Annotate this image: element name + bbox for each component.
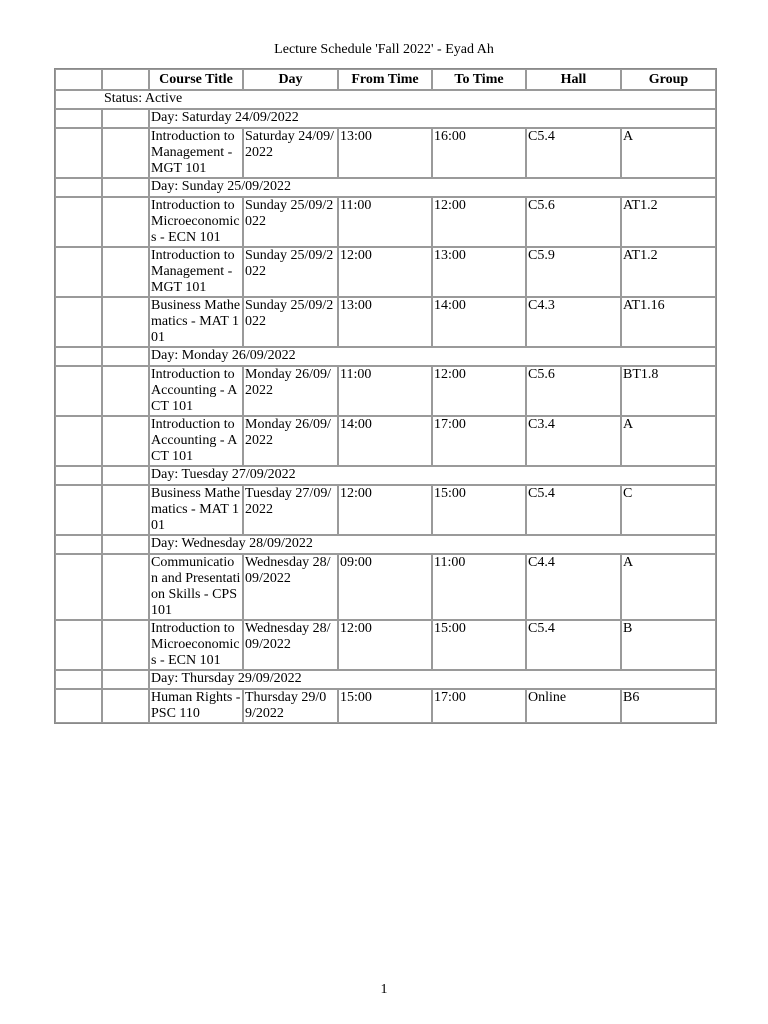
day-group-row xyxy=(55,670,716,689)
table-row xyxy=(55,620,716,670)
group-cell: A xyxy=(621,416,716,466)
day-group-label: Day: Wednesday 28/09/2022 xyxy=(149,535,716,554)
to-time-cell: 17:00 xyxy=(432,689,526,723)
row-indent xyxy=(55,689,102,723)
header-group: Group xyxy=(621,69,716,90)
day-group-label: Day: Saturday 24/09/2022 xyxy=(149,109,716,128)
group-cell: AT1.2 xyxy=(621,247,716,297)
day-group-row xyxy=(55,347,716,366)
row-indent xyxy=(55,366,102,416)
hall-cell: C5.4 xyxy=(526,620,621,670)
day-cell: Wednesday 28/09/2022 xyxy=(243,554,338,620)
day-cell: Thursday 29/09/2022 xyxy=(243,689,338,723)
table-row xyxy=(55,689,716,723)
day-group-row xyxy=(55,466,716,485)
group-indent xyxy=(102,347,149,366)
course-title-cell: Introduction to Accounting - ACT 101 xyxy=(149,366,243,416)
group-cell: A xyxy=(621,554,716,620)
row-indent xyxy=(55,554,102,620)
group-cell: AT1.2 xyxy=(621,197,716,247)
day-group-label: Day: Thursday 29/09/2022 xyxy=(149,670,716,689)
header-to-time: To Time xyxy=(432,69,526,90)
day-group-label: Day: Sunday 25/09/2022 xyxy=(149,178,716,197)
row-indent xyxy=(102,297,149,347)
row-indent xyxy=(55,247,102,297)
group-cell: B xyxy=(621,620,716,670)
row-indent xyxy=(55,620,102,670)
from-time-cell: 12:00 xyxy=(338,485,432,535)
status-label: Status: Active xyxy=(55,90,716,109)
day-group-row xyxy=(55,535,716,554)
to-time-cell: 11:00 xyxy=(432,554,526,620)
table-row xyxy=(55,416,716,466)
day-cell: Monday 26/09/2022 xyxy=(243,416,338,466)
row-indent xyxy=(55,485,102,535)
schedule-body xyxy=(55,90,716,723)
group-cell: BT1.8 xyxy=(621,366,716,416)
day-cell: Tuesday 27/09/2022 xyxy=(243,485,338,535)
row-indent xyxy=(102,128,149,178)
header-cell-blank-1 xyxy=(55,69,102,90)
schedule-table xyxy=(54,68,717,724)
row-indent xyxy=(55,128,102,178)
table-row xyxy=(55,554,716,620)
row-indent xyxy=(102,366,149,416)
day-group-row xyxy=(55,178,716,197)
course-title-cell: Introduction to Microeconomics - ECN 101 xyxy=(149,620,243,670)
group-indent xyxy=(102,466,149,485)
day-group-label: Day: Tuesday 27/09/2022 xyxy=(149,466,716,485)
course-title-cell: Introduction to Management - MGT 101 xyxy=(149,128,243,178)
group-indent xyxy=(55,178,102,197)
group-indent xyxy=(55,109,102,128)
from-time-cell: 09:00 xyxy=(338,554,432,620)
from-time-cell: 11:00 xyxy=(338,366,432,416)
row-indent xyxy=(102,197,149,247)
day-cell: Sunday 25/09/2022 xyxy=(243,297,338,347)
day-cell: Sunday 25/09/2022 xyxy=(243,197,338,247)
from-time-cell: 12:00 xyxy=(338,620,432,670)
to-time-cell: 12:00 xyxy=(432,197,526,247)
row-indent xyxy=(102,554,149,620)
group-indent xyxy=(55,347,102,366)
table-row xyxy=(55,485,716,535)
from-time-cell: 12:00 xyxy=(338,247,432,297)
row-indent xyxy=(102,689,149,723)
from-time-cell: 14:00 xyxy=(338,416,432,466)
group-cell: A xyxy=(621,128,716,178)
group-indent xyxy=(55,466,102,485)
from-time-cell: 13:00 xyxy=(338,297,432,347)
group-cell: C xyxy=(621,485,716,535)
group-cell: B6 xyxy=(621,689,716,723)
group-indent xyxy=(55,535,102,554)
course-title-cell: Business Mathematics - MAT 101 xyxy=(149,485,243,535)
day-cell: Wednesday 28/09/2022 xyxy=(243,620,338,670)
hall-cell: C5.4 xyxy=(526,128,621,178)
day-cell: Saturday 24/09/2022 xyxy=(243,128,338,178)
course-title-cell: Introduction to Accounting - ACT 101 xyxy=(149,416,243,466)
course-title-cell: Communication and Presentation Skills - CPS 101 xyxy=(149,554,243,620)
hall-cell: C5.6 xyxy=(526,197,621,247)
group-indent xyxy=(102,670,149,689)
hall-cell: C5.4 xyxy=(526,485,621,535)
header-from-time: From Time xyxy=(338,69,432,90)
group-indent xyxy=(102,109,149,128)
course-title-cell: Introduction to Management - MGT 101 xyxy=(149,247,243,297)
group-indent xyxy=(102,178,149,197)
from-time-cell: 15:00 xyxy=(338,689,432,723)
day-group-row xyxy=(55,109,716,128)
hall-cell: C4.3 xyxy=(526,297,621,347)
to-time-cell: 16:00 xyxy=(432,128,526,178)
group-indent xyxy=(55,670,102,689)
hall-cell: C5.6 xyxy=(526,366,621,416)
header-course-title: Course Title xyxy=(149,69,243,90)
table-row xyxy=(55,366,716,416)
course-title-cell: Human Rights - PSC 110 xyxy=(149,689,243,723)
header-row xyxy=(55,69,716,90)
course-title-cell: Business Mathematics - MAT 101 xyxy=(149,297,243,347)
group-cell: AT1.16 xyxy=(621,297,716,347)
to-time-cell: 13:00 xyxy=(432,247,526,297)
table-row xyxy=(55,297,716,347)
table-row xyxy=(55,128,716,178)
from-time-cell: 13:00 xyxy=(338,128,432,178)
to-time-cell: 17:00 xyxy=(432,416,526,466)
hall-cell: Online xyxy=(526,689,621,723)
to-time-cell: 15:00 xyxy=(432,485,526,535)
page-number: 1 xyxy=(380,982,388,997)
to-time-cell: 14:00 xyxy=(432,297,526,347)
row-indent xyxy=(102,620,149,670)
row-indent xyxy=(102,416,149,466)
header-hall: Hall xyxy=(526,69,621,90)
row-indent xyxy=(102,485,149,535)
table-row xyxy=(55,197,716,247)
row-indent xyxy=(102,247,149,297)
course-title-cell: Introduction to Microeconomics - ECN 101 xyxy=(149,197,243,247)
from-time-cell: 11:00 xyxy=(338,197,432,247)
day-cell: Sunday 25/09/2022 xyxy=(243,247,338,297)
group-indent xyxy=(102,535,149,554)
page-title: Lecture Schedule 'Fall 2022' - Eyad Ah xyxy=(274,42,494,57)
hall-cell: C4.4 xyxy=(526,554,621,620)
table-row xyxy=(55,247,716,297)
to-time-cell: 15:00 xyxy=(432,620,526,670)
row-indent xyxy=(55,197,102,247)
row-indent xyxy=(55,297,102,347)
hall-cell: C5.9 xyxy=(526,247,621,297)
header-day: Day xyxy=(243,69,338,90)
row-indent xyxy=(55,416,102,466)
hall-cell: C3.4 xyxy=(526,416,621,466)
to-time-cell: 12:00 xyxy=(432,366,526,416)
header-cell-blank-2 xyxy=(102,69,149,90)
status-row xyxy=(55,90,716,109)
day-cell: Monday 26/09/2022 xyxy=(243,366,338,416)
day-group-label: Day: Monday 26/09/2022 xyxy=(149,347,716,366)
